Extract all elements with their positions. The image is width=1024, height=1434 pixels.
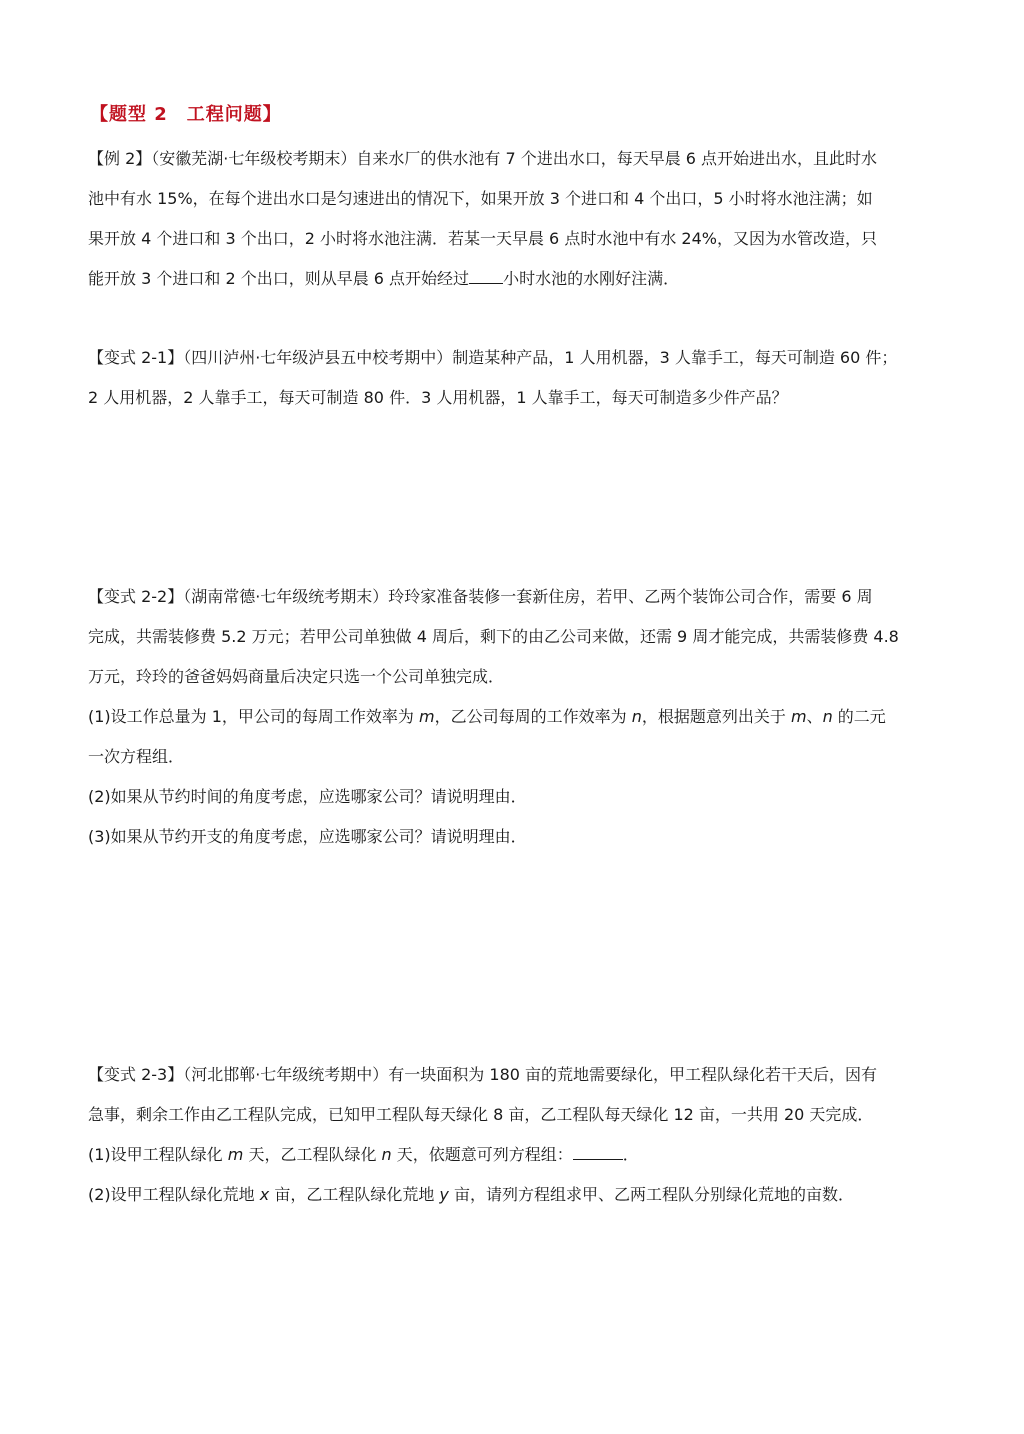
example-2-line-2: 池中有水 15%，在每个进出水口是匀速进出的情况下，如果开放 3 个进口和 4 个出口，5 小时将水池注满；如 [88,189,873,208]
answer-blank [573,1141,623,1160]
variant-2-2 [88,577,948,857]
variant-2-2-line-3: 万元，玲玲的爸爸妈妈商量后决定只选一个公司单独完成． [88,667,505,686]
variant-2-2-question-2: (2)如果从节约时间的角度考虑，应选哪家公司？请说明理由． [88,787,527,806]
math-var-m: m [419,707,435,726]
q2-text-a: (2)设甲工程队绿化荒地 [88,1185,260,1204]
math-var-n: n [381,1145,392,1164]
q1-text-a: (1)设甲工程队绿化 [88,1145,228,1164]
example-2-line-1: 【例 2】（安徽芜湖·七年级校考期末）自来水厂的供水池有 7 个进出水口，每天早晨 6 点开始进出水，且此时水 [88,149,878,168]
q1-text-d: 、 [806,707,823,726]
q2-text-c: 亩，请列方程组求甲、乙两工程队分别绿化荒地的亩数． [448,1185,854,1204]
q1-text-b: 天，乙工程队绿化 [243,1145,382,1164]
example-2-line-4-text: 能开放 3 个进口和 2 个出口，则从早晨 6 点开始经过 [88,269,470,288]
math-var-m: m [790,707,807,726]
q1-text-b: ，乙公司每周的工作效率为 [434,707,632,726]
example-2-line-4-end: 小时水池的水刚好注满． [503,269,680,288]
math-var-x: x [259,1185,270,1204]
variant-2-1-line-1: 【变式 2-1】（四川泸州·七年级泸县五中校考期中）制造某种产品，1 人用机器，3 人靠手工，每天可制造 60 件； [88,348,898,367]
variant-2-2-question-3: (3)如果从节约开支的角度考虑，应选哪家公司？请说明理由． [88,827,527,846]
variant-2-3-question-2 [88,1175,948,1215]
variant-2-2-line-1: 【变式 2-2】（湖南常德·七年级统考期末）玲玲家准备装修一套新住房，若甲、乙两个装饰公司合作，需要 6 周 [88,587,873,606]
answer-blank [469,265,503,284]
variant-2-2-question-1-cont: 一次方程组． [88,747,185,766]
math-var-n: n [631,707,642,726]
variant-2-1 [88,338,948,418]
q1-text-c: 天，依题意可列方程组： [391,1145,573,1164]
math-var-m: m [227,1145,244,1164]
q1-text-end: ． [622,1145,639,1164]
example-2-line-3: 果开放 4 个进口和 3 个出口，2 小时将水池注满．若某一天早晨 6 点时水池中有水 24%，又因为水管改造，只 [88,229,877,248]
math-var-y: y [439,1185,449,1204]
variant-2-2-question-1 [88,697,948,737]
variant-2-3-question-1 [88,1135,948,1175]
variant-2-2-line-2: 完成，共需装修费 5.2 万元；若甲公司单独做 4 周后，剩下的由乙公司来做，还需 9 周才能完成，共需装修费 4.8 [88,627,899,646]
math-var-n: n [822,707,833,726]
q1-text-e: 的二元 [832,707,886,726]
variant-2-3-line-2: 急事，剩余工作由乙工程队完成，已知甲工程队每天绿化 8 亩，乙工程队每天绿化 12 亩，一共用 20 天完成． [88,1105,874,1124]
variant-2-3 [88,1055,948,1215]
variant-2-3-line-1: 【变式 2-3】（河北邯郸·七年级统考期中）有一块面积为 180 亩的荒地需要绿化，甲工程队绿化若干天后，因有 [88,1065,878,1084]
q1-text-a: (1)设工作总量为 1，甲公司的每周工作效率为 [88,707,420,726]
q2-text-b: 亩，乙工程队绿化荒地 [269,1185,440,1204]
example-2-line-4 [88,259,948,299]
q1-text-c: ，根据题意列出关于 [641,707,791,726]
example-2 [88,139,948,299]
section-title: 【题型 2 工程问题】 [90,104,282,125]
variant-2-1-line-2: 2 人用机器，2 人靠手工，每天可制造 80 件．3 人用机器，1 人靠手工，每天可制造多少件产品？ [88,388,788,407]
